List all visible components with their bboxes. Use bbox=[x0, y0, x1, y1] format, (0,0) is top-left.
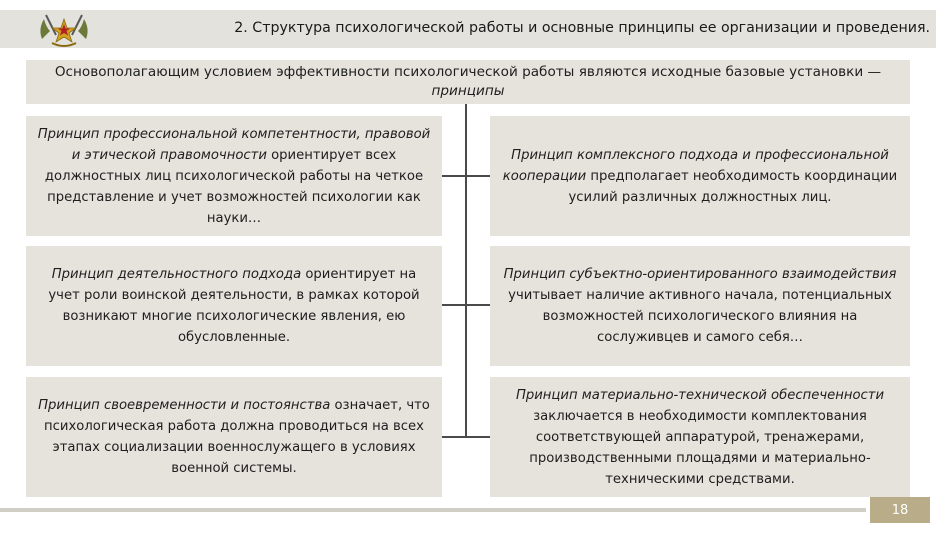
principle-body: предполагает необходимость координации усилий различных должностных лиц. bbox=[568, 168, 898, 205]
connector-vertical bbox=[465, 104, 467, 438]
principle-title: Принцип профессиональной компетентности, правовой и этической правомочности bbox=[37, 126, 431, 163]
intro-text: Основополагающим условием эффективности психологической работы являются исходные базовые установки — принципы bbox=[54, 64, 882, 99]
principle-title: Принцип своевременности и постоянства bbox=[38, 398, 331, 413]
connector-row1 bbox=[442, 175, 490, 177]
principle-body: ориентирует всех должностных лиц психологической работы на четкое представление и учет возможностей психологии как науки… bbox=[44, 147, 424, 226]
principle-title: Принцип материально-технической обеспеченности bbox=[515, 387, 885, 403]
military-star-emblem-icon bbox=[34, 9, 94, 49]
principle-box-subject bbox=[490, 246, 910, 366]
principle-title: Принцип субъектно-ориентированного взаимодействия bbox=[503, 267, 897, 282]
connector-row3 bbox=[442, 436, 490, 438]
principle-body: учитывает наличие активного начала, потенциальных возможностей психологического влияния на сослуживцев и самого себя… bbox=[508, 288, 892, 345]
principle-body: означает, что психологическая работа должна проводиться на всех этапах социализации военнослужащего в условиях военной системы. bbox=[44, 398, 430, 476]
intro-emphasis: принципы bbox=[431, 83, 505, 99]
intro-box bbox=[26, 60, 910, 104]
principle-box-material bbox=[490, 377, 910, 497]
footer-bar bbox=[0, 508, 866, 512]
principle-box-activity bbox=[26, 246, 442, 366]
principle-body: ориентирует на учет роли воинской деятельности, в рамках которой возникают многие психологические явления, ею обусловленные. bbox=[48, 267, 420, 345]
principle-title: Принцип деятельностного подхода bbox=[51, 267, 302, 282]
slide-title: 2. Структура психологической работы и основные принципы ее организации и проведения. bbox=[234, 20, 930, 36]
page-number: 18 bbox=[870, 497, 930, 523]
principle-body: заключается в необходимости комплектования соответствующей аппаратурой, тренажерами, производственными площадями и материально-техническими средствами. bbox=[529, 408, 871, 487]
connector-row2 bbox=[442, 304, 490, 306]
principle-box-complex bbox=[490, 116, 910, 236]
principle-box-competence bbox=[26, 116, 442, 236]
principle-box-timeliness bbox=[26, 377, 442, 497]
principle-title: Принцип комплексного подхода и профессиональной кооперации bbox=[502, 147, 889, 184]
